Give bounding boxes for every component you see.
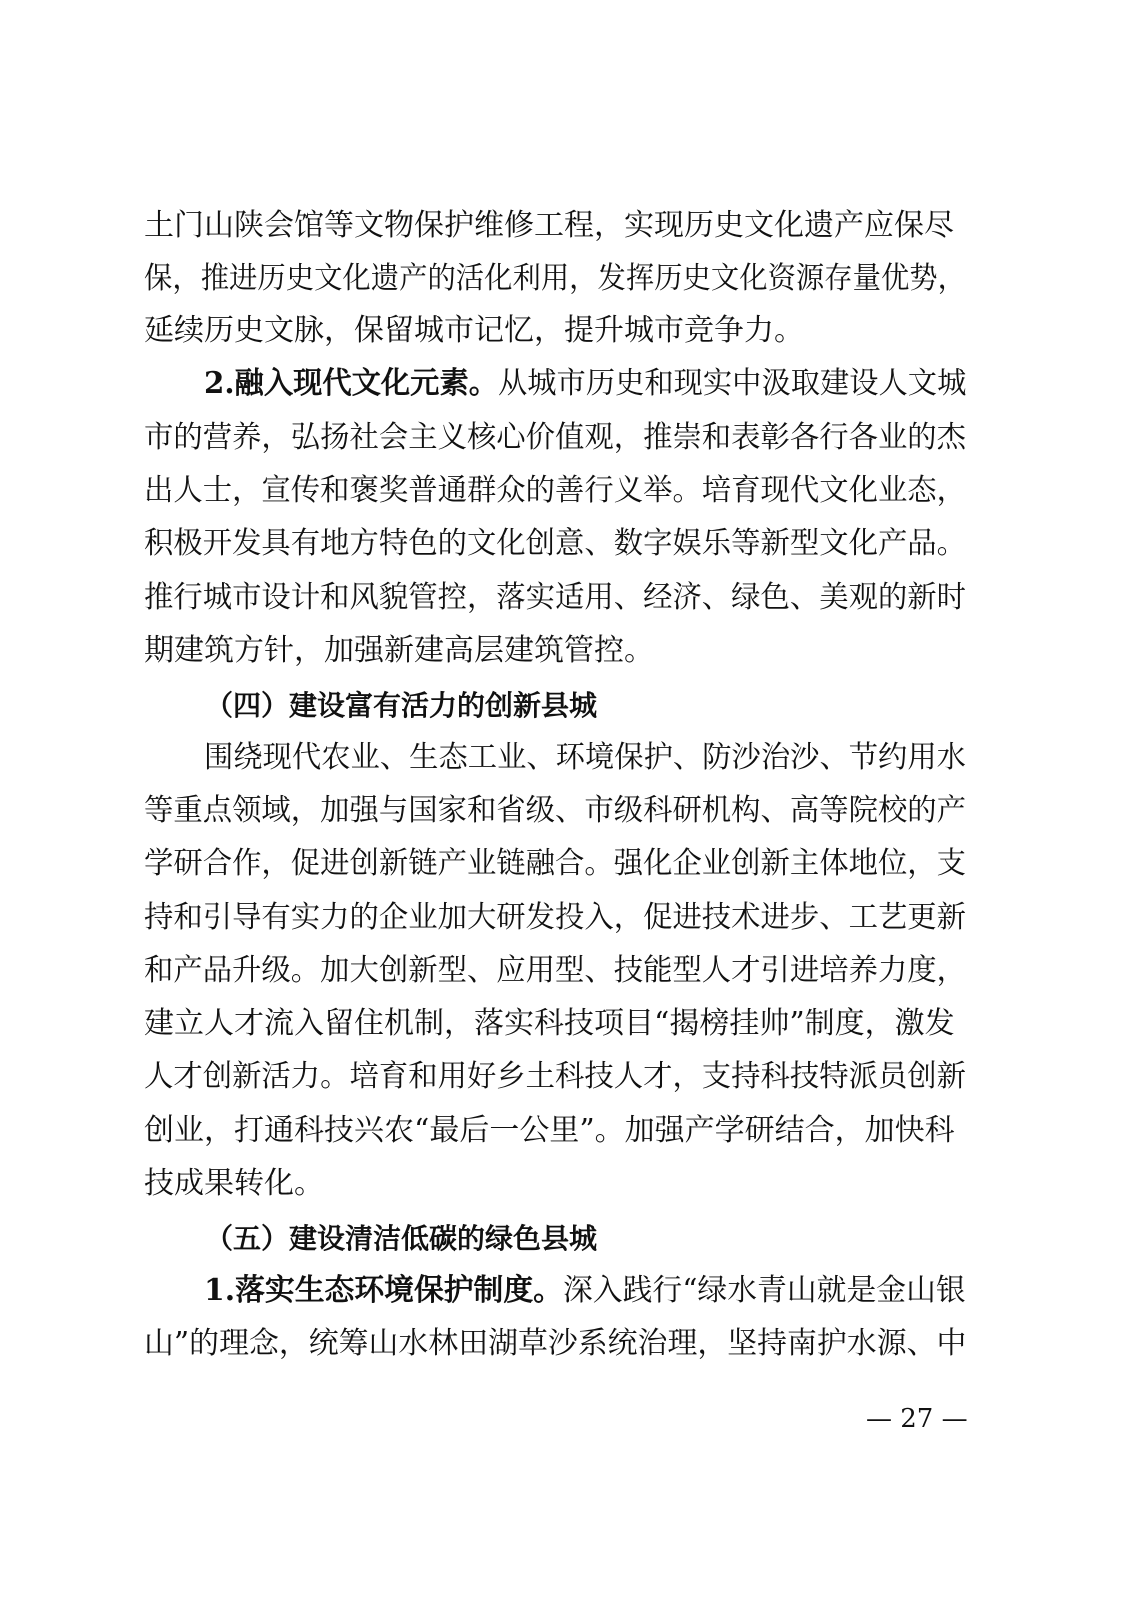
paragraph-lead-line xyxy=(204,1271,966,1311)
body-line: 持和引导有实力的企业加大研发投入，促进技术进步、工艺更新 xyxy=(144,900,967,935)
body-line: 等重点领域，加强与国家和省级、市级科研机构、高等院校的产 xyxy=(144,793,967,828)
body-line: 山”的理念，统筹山水林田湖草沙系统治理，坚持南护水源、中 xyxy=(144,1326,967,1361)
body-line: 推行城市设计和风貌管控，落实适用、经济、绿色、美观的新时 xyxy=(144,580,967,615)
page-number: — 27 — xyxy=(866,1404,968,1434)
body-line: 建立人才流入留住机制，落实科技项目“揭榜挂帅”制度，激发 xyxy=(144,1006,955,1041)
body-line: 土门山陕会馆等文物保护维修工程，实现历史文化遗产应保尽 xyxy=(144,208,954,243)
body-line: 技成果转化。 xyxy=(144,1166,324,1201)
paragraph-lead-line xyxy=(204,364,966,404)
body-line: 期建筑方针，加强新建高层建筑管控。 xyxy=(144,633,654,668)
body-line: 围绕现代农业、生态工业、环境保护、防沙治沙、节约用水 xyxy=(204,740,966,775)
section-heading-5: （五）建设清洁低碳的绿色县城 xyxy=(205,1222,598,1255)
section-heading-4: （四）建设富有活力的创新县城 xyxy=(205,689,598,722)
subheading-2: 2.融入现代文化元素。 xyxy=(204,366,499,401)
body-line: 保，推进历史文化遗产的活化利用，发挥历史文化资源存量优势， xyxy=(144,261,966,296)
body-line: 市的营养，弘扬社会主义核心价值观，推崇和表彰各行各业的杰 xyxy=(144,420,967,455)
body-line: 人才创新活力。培育和用好乡土科技人才，支持科技特派员创新 xyxy=(144,1059,967,1094)
body-line: 和产品升级。加大创新型、应用型、技能型人才引进培养力度， xyxy=(144,953,967,988)
body-line: 学研合作，促进创新链产业链融合。强化企业创新主体地位，支 xyxy=(144,846,967,881)
body-line: 创业，打通科技兴农“最后一公里”。加强产学研结合，加快科 xyxy=(144,1113,955,1148)
subheading-1: 1.落实生态环境保护制度。 xyxy=(204,1273,563,1308)
body-text: 深入践行“绿水青山就是金山银 xyxy=(562,1273,966,1308)
body-line: 出人士，宣传和褒奖普通群众的善行义举。培育现代文化业态， xyxy=(144,473,967,508)
body-line: 延续历史文脉，保留城市记忆，提升城市竞争力。 xyxy=(144,313,804,348)
body-line: 积极开发具有地方特色的文化创意、数字娱乐等新型文化产品。 xyxy=(144,526,967,561)
body-text: 从城市历史和现实中汲取建设人文城 xyxy=(498,366,967,401)
